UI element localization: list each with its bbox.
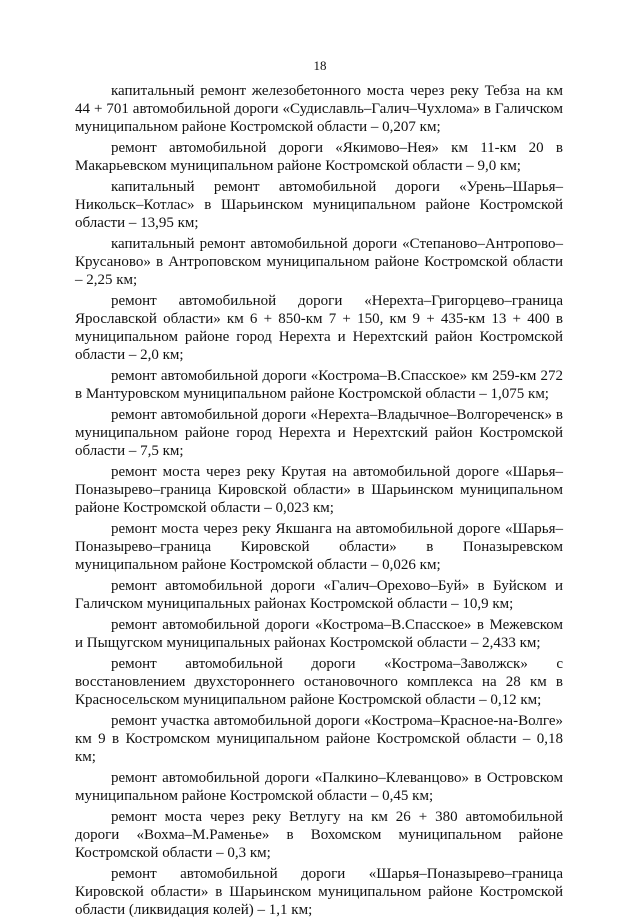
list-item: капитальный ремонт железобетонного моста через реку Тебза на км 44 + 701 автомобильной дороги «Судиславль–Галич–Чухлома» в Галичском муниципальном районе Костромской области – 0,207 км; xyxy=(75,83,563,135)
list-item: ремонт автомобильной дороги «Галич–Орехово–Буй» в Буйском и Галичском муниципальных районах Костромской области – 10,9 км; xyxy=(75,578,563,612)
list-item: ремонт автомобильной дороги «Кострома–Заволжск» с восстановлением двухстороннего остановочного комплекса на 28 км в Красносельском муниципальном районе Костромской области – 0,12 км; xyxy=(75,656,563,708)
list-item: ремонт моста через реку Якшанга на автомобильной дороге «Шарья–Поназырево–граница Кировской области» в Поназыревском муниципальном районе Костромской области – 0,026 км; xyxy=(75,521,563,573)
list-item: ремонт автомобильной дороги «Кострома–В.Спасское» в Межевском и Пыщугском муниципальных районах Костромской области – 2,433 км; xyxy=(75,617,563,651)
text-body xyxy=(75,82,563,922)
list-item: ремонт автомобильной дороги «Нерехта–Григорцево–граница Ярославской области» км 6 + 850-км 7 + 150, км 9 + 435-км 13 + 400 в муниципальном районе город Нерехта и Нерехтский район Костромской области – 2,0 км; xyxy=(75,293,563,363)
list-item: ремонт автомобильной дороги «Нерехта–Владычное–Волгореченск» в муниципальном районе город Нерехта и Нерехтский район Костромской области – 7,5 км; xyxy=(75,407,563,459)
list-item: ремонт автомобильной дороги «Палкино–Клеванцово» в Островском муниципальном районе Костромской области – 0,45 км; xyxy=(75,770,563,804)
list-item: ремонт моста через реку Крутая на автомобильной дороге «Шарья–Поназырево–граница Кировской области» в Шарьинском муниципальном районе Костромской области – 0,023 км; xyxy=(75,464,563,516)
list-item: ремонт автомобильной дороги «Кострома–В.Спасское» км 259-км 272 в Мантуровском муниципальном районе Костромской области – 1,075 км; xyxy=(75,368,563,402)
list-item: ремонт участка автомобильной дороги «Кострома–Красное-на-Волге» км 9 в Костромском муниципальном районе Костромской области – 0,18 км; xyxy=(75,713,563,765)
list-item: ремонт автомобильной дороги «Якимово–Нея» км 11-км 20 в Макарьевском муниципальном районе Костромской области – 9,0 км; xyxy=(75,140,563,174)
list-item: капитальный ремонт автомобильной дороги «Урень–Шарья–Никольск–Котлас» в Шарьинском муниципальном районе Костромской области – 13,95 км; xyxy=(75,179,563,231)
list-item: ремонт моста через реку Ветлугу на км 26 + 380 автомобильной дороги «Вохма–М.Раменье» в Вохомском муниципальном районе Костромской области – 0,3 км; xyxy=(75,809,563,861)
list-item: капитальный ремонт автомобильной дороги «Степаново–Антропово–Крусаново» в Антроповском муниципальном районе Костромской области – 2,25 км; xyxy=(75,236,563,288)
list-item: ремонт автомобильной дороги «Шарья–Поназырево–граница Кировской области» в Шарьинском муниципальном районе Костромской области (ликвидация колей) – 1,1 км; xyxy=(75,866,563,918)
page-number: 18 xyxy=(313,58,327,73)
